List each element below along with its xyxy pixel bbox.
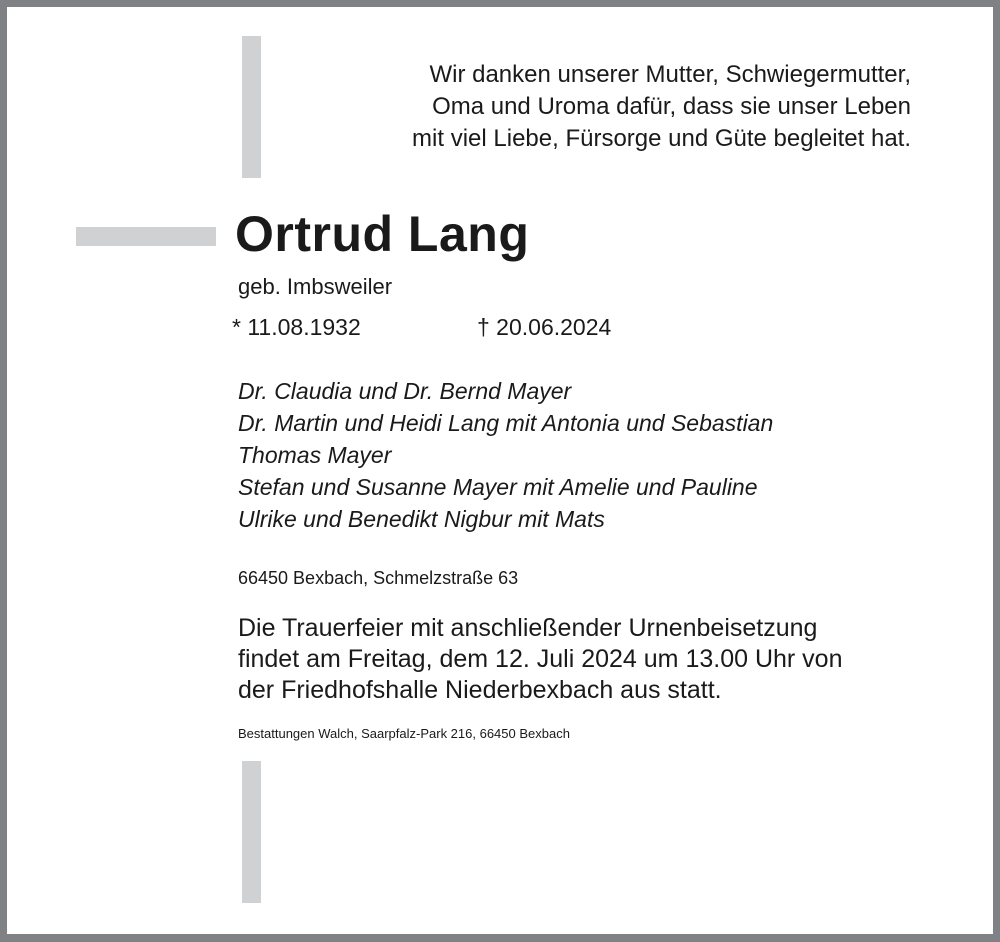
family-line: Dr. Claudia und Dr. Bernd Mayer xyxy=(238,378,572,404)
family-line: Thomas Mayer xyxy=(238,442,392,468)
ceremony-line: findet am Freitag, dem 12. Juli 2024 um 13.00 Uhr von xyxy=(238,645,843,673)
thanks-line: Wir danken unserer Mutter, Schwiegermutter, xyxy=(429,61,911,88)
family-line: Dr. Martin und Heidi Lang mit Antonia und Sebastian xyxy=(238,410,774,436)
thanks-line: mit viel Liebe, Fürsorge und Güte begleitet hat. xyxy=(412,125,911,152)
ceremony-line: Die Trauerfeier mit anschließender Urnenbeisetzung xyxy=(238,614,818,642)
thanks-text xyxy=(412,59,911,155)
life-dates xyxy=(232,314,611,341)
funeral-home: Bestattungen Walch, Saarpfalz-Park 216, 66450 Bexbach xyxy=(238,726,570,741)
family-line: Ulrike und Benedikt Nigbur mit Mats xyxy=(238,506,605,532)
death-date: † 20.06.2024 xyxy=(477,314,612,340)
deceased-name: Ortrud Lang xyxy=(235,206,530,262)
obituary-notice xyxy=(7,7,993,934)
ceremony-line: der Friedhofshalle Niederbexbach aus statt. xyxy=(238,676,722,704)
family-line: Stefan und Susanne Mayer mit Amelie und Pauline xyxy=(238,474,758,500)
cross-bottom-bar xyxy=(242,761,261,903)
family-list xyxy=(238,375,773,535)
address: 66450 Bexbach, Schmelzstraße 63 xyxy=(238,568,519,588)
cross-horizontal-bar xyxy=(76,227,216,246)
cross-top-bar xyxy=(242,36,261,178)
thanks-line: Oma und Uroma dafür, dass sie unser Leben xyxy=(432,93,911,120)
birth-date: * 11.08.1932 xyxy=(232,314,361,340)
ceremony-info xyxy=(238,613,843,706)
birth-name: geb. Imbsweiler xyxy=(238,274,393,299)
